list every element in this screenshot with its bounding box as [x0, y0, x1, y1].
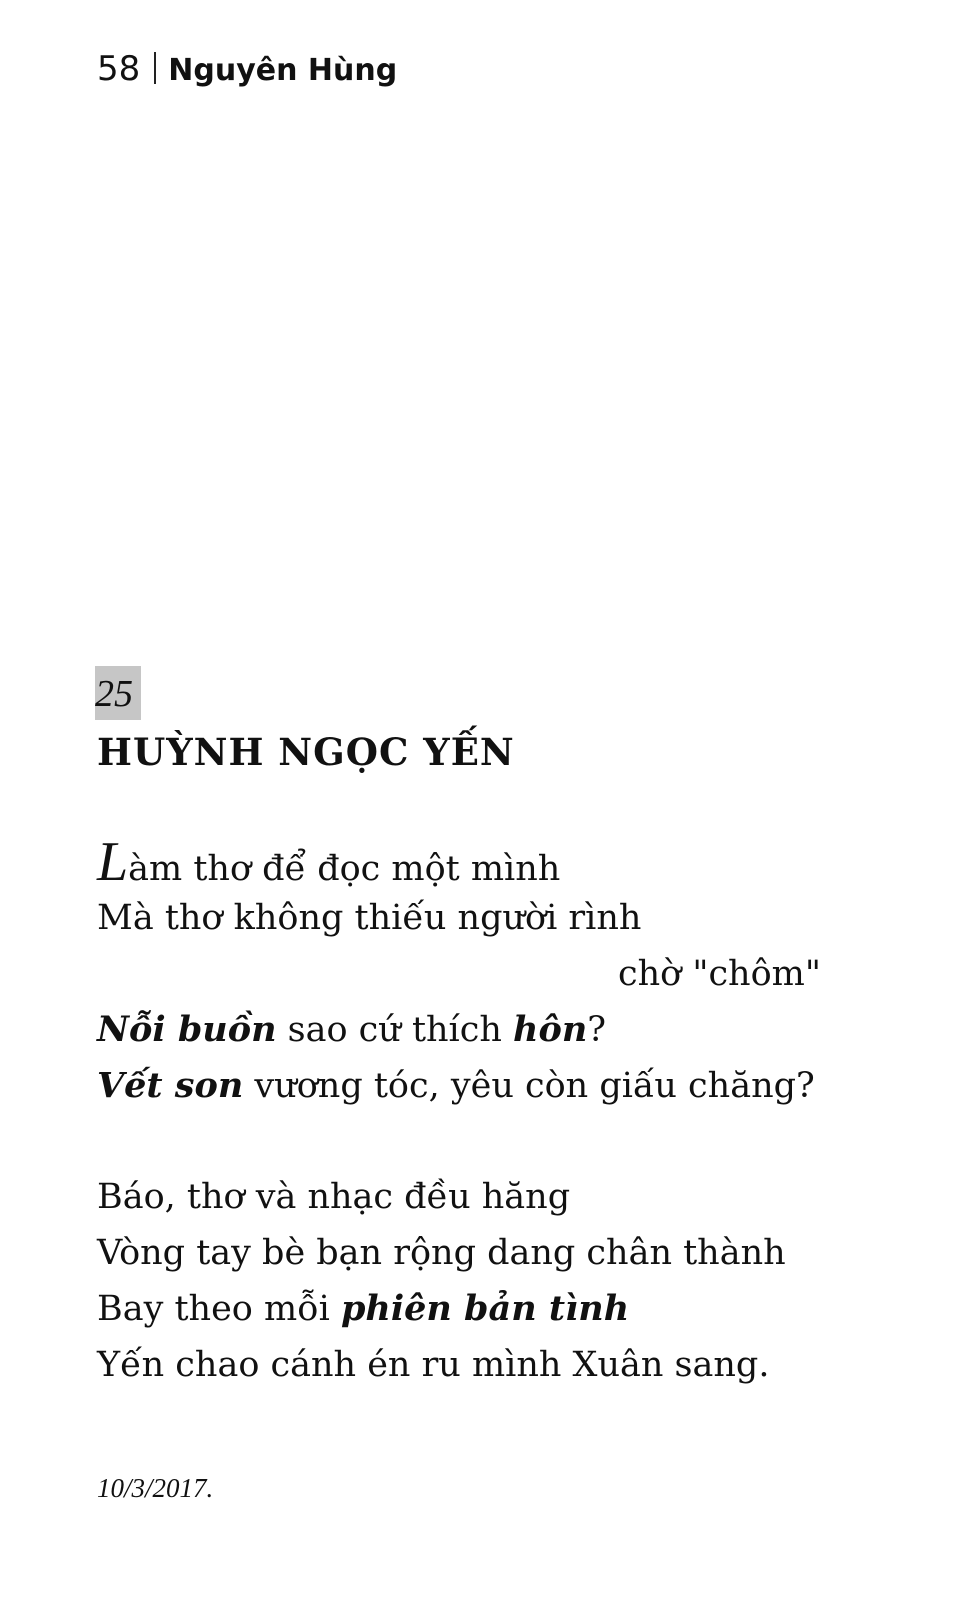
- page-number: 58: [97, 49, 141, 89]
- emphasis-text: Vết son: [97, 1065, 244, 1106]
- poem-title: HUỲNH NGỌC YẾN: [97, 730, 515, 774]
- emphasis-text: Nỗi buồn: [97, 1009, 277, 1050]
- line-text: àm thơ để đọc một mình: [128, 849, 561, 889]
- stanza-1: [97, 831, 897, 1114]
- line-text: vương tóc, yêu còn giấu chăng?: [243, 1066, 815, 1106]
- line-text: sao cứ thích: [276, 1010, 514, 1050]
- line-text: Bay theo mỗi: [97, 1289, 341, 1329]
- poem-line: [97, 1002, 897, 1058]
- poem-line: [97, 831, 897, 893]
- poem-date: 10/3/2017.: [97, 1473, 214, 1503]
- stanza-2: [97, 1169, 897, 1393]
- emphasis-text: phiên bản tình: [340, 1288, 630, 1329]
- poem-line: Vòng tay bè bạn rộng dang chân thành: [97, 1233, 786, 1273]
- poem-line: Báo, thơ và nhạc đều hăng: [97, 1177, 571, 1217]
- header-separator: [154, 52, 156, 84]
- poem-line: [97, 1058, 897, 1114]
- emphasis-text: hôn: [513, 1009, 588, 1050]
- poem-body: [97, 831, 897, 1393]
- line-text: ?: [587, 1010, 607, 1050]
- drop-cap: L: [97, 831, 129, 893]
- poem-line: [97, 1281, 897, 1337]
- stanza-gap: [97, 1114, 897, 1169]
- page-header: [97, 46, 397, 94]
- header-author: Nguyên Hùng: [168, 53, 398, 88]
- poem-line: Yến chao cánh én ru mình Xuân sang.: [97, 1345, 770, 1385]
- poem-line: Mà thơ không thiếu người rình: [97, 898, 642, 938]
- poem-line-indented: chờ "chôm": [618, 954, 821, 994]
- poem-number: 25: [95, 666, 141, 720]
